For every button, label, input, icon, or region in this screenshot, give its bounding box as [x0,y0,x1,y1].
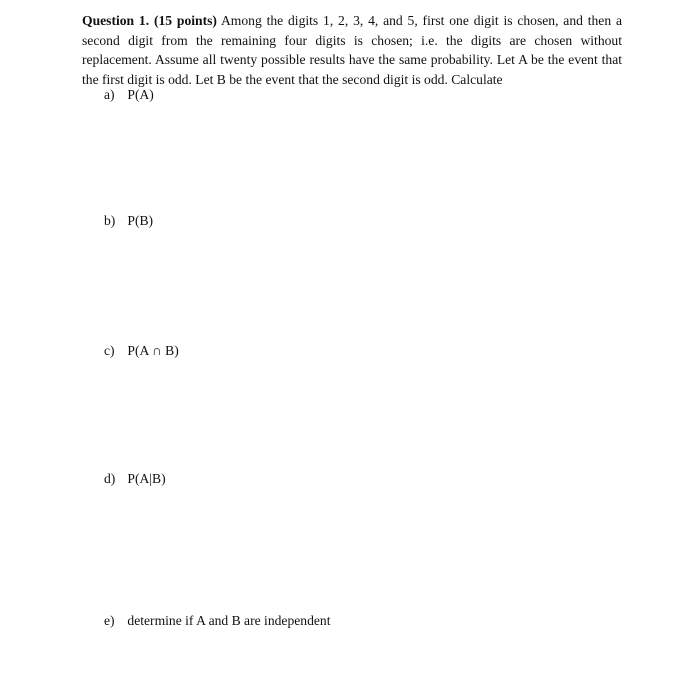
part-c-text: P(A ∩ B) [127,343,179,358]
part-c-letter: c) [104,343,115,358]
part-d [104,470,166,488]
part-a [104,86,154,104]
part-e-letter: e) [104,613,115,628]
part-c [104,342,179,360]
part-b-letter: b) [104,213,116,228]
part-e [104,612,331,630]
part-b-text: P(B) [127,213,154,228]
question-statement [82,11,622,89]
part-a-text: P(A) [127,87,154,102]
question-heading: Question 1. (15 points) [82,13,217,28]
part-d-letter: d) [104,471,116,486]
question-body: Among the digits 1, 2, 3, 4, and 5, first one digit is chosen, and then a second digit from the remaining four digits is chosen; i.e. the digits are chosen without replacement. Assume all twenty possible results have the same probability. Let A be the event that the first digit is odd. Let B be the event that the second digit is odd. Calculate [82,13,622,87]
part-d-text: P(A|B) [127,471,166,486]
part-a-letter: a) [104,87,115,102]
part-b [104,212,153,230]
part-e-text: determine if A and B are independent [127,613,331,628]
